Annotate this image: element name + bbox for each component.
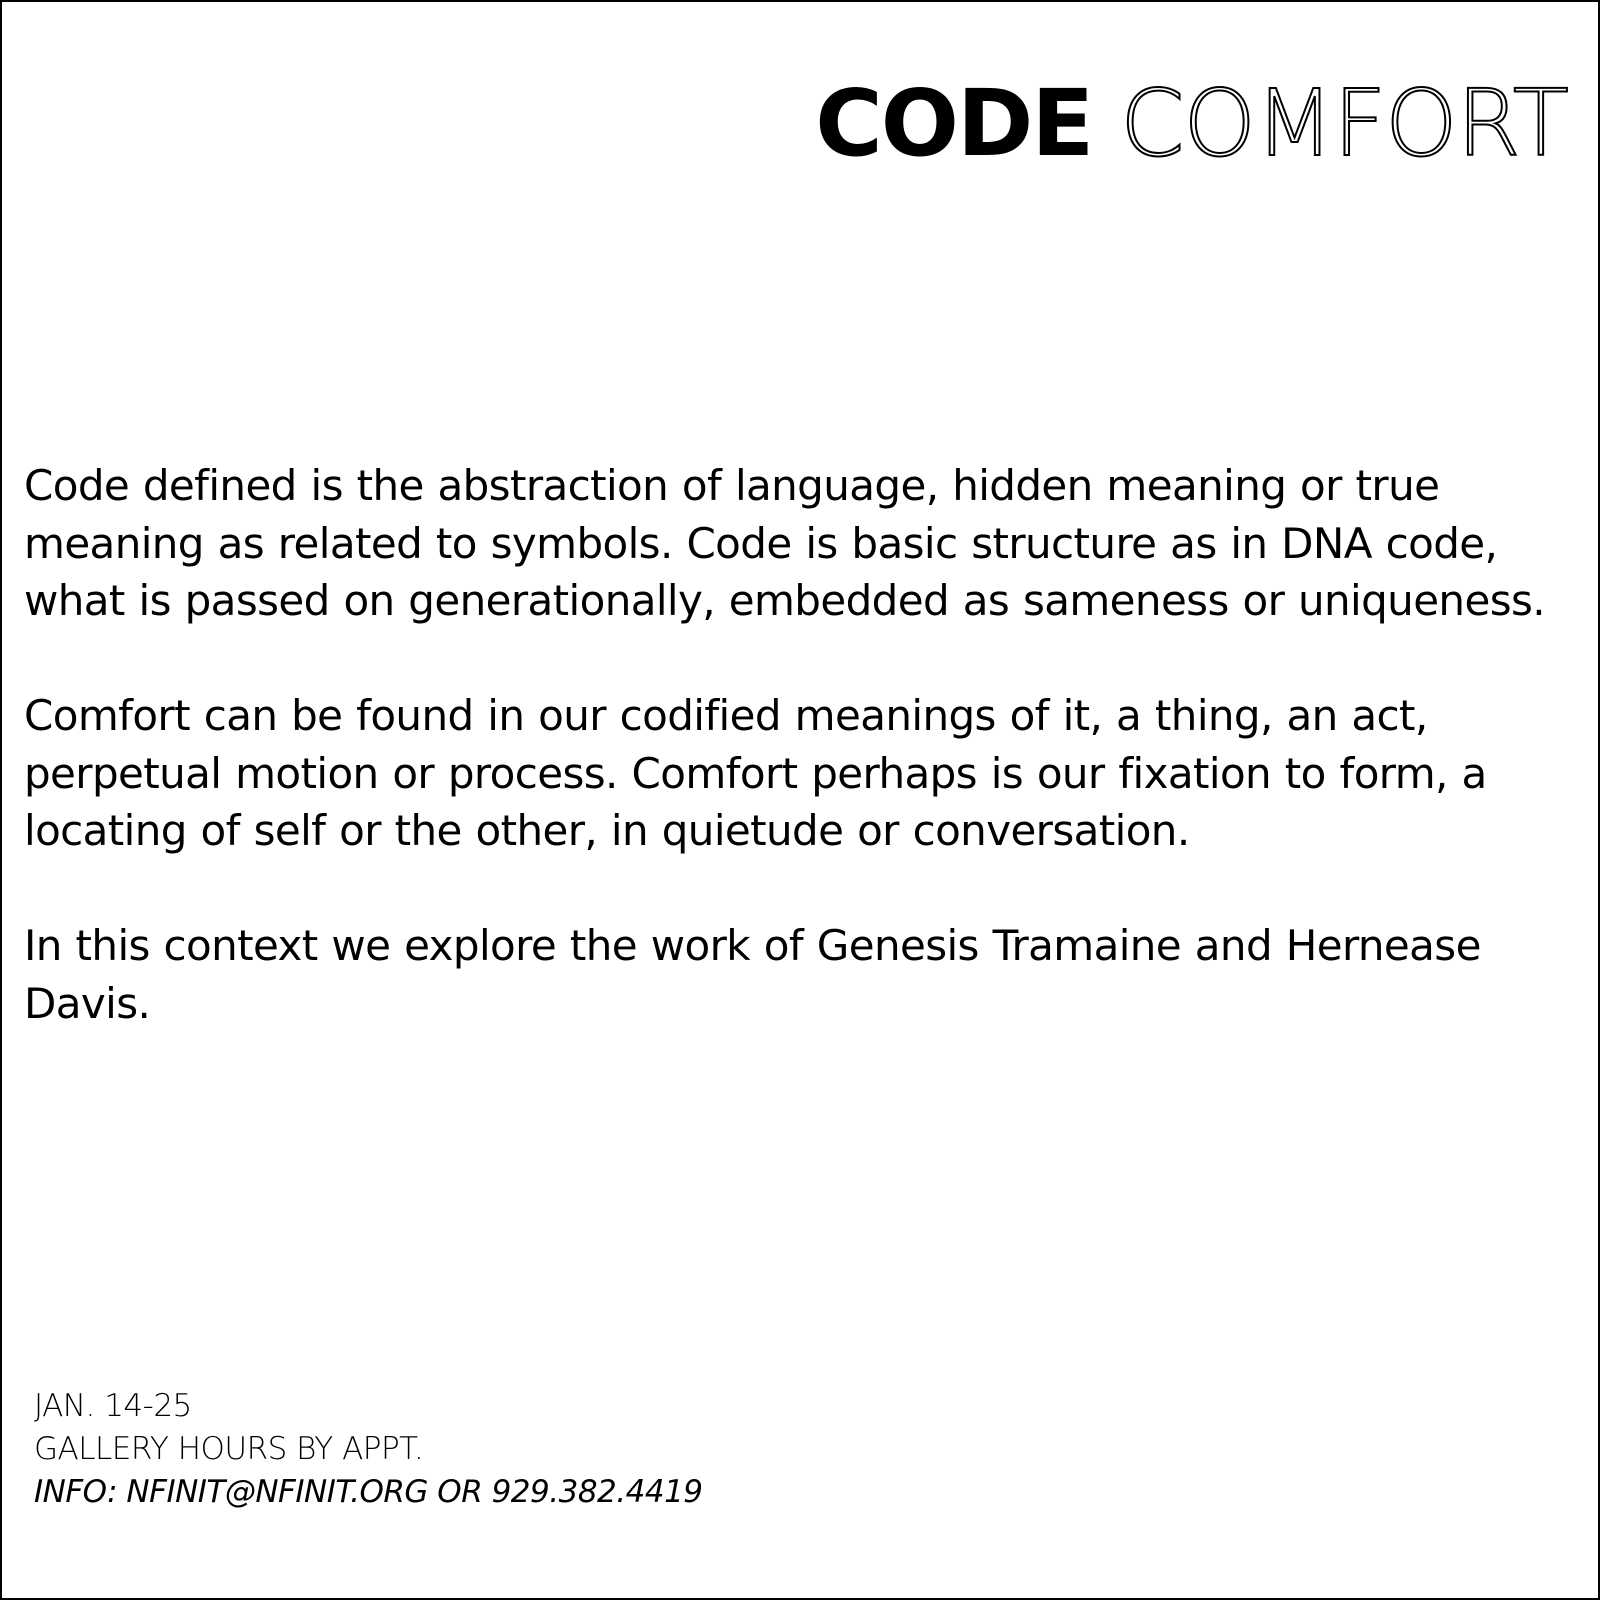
event-info [34,1385,703,1514]
paragraph-code: Code defined is the abstraction of language, hidden meaning or true meaning as related to symbols. Code is basic structure as in DNA code, what is passed on generationally, embedded as sameness or uniqueness. [24,461,1546,625]
gallery-hours: GALLERY HOURS BY APPT. [34,1431,424,1467]
poster-title [815,70,1568,177]
paragraph-comfort: Comfort can be found in our codified meanings of it, a thing, an act, perpetual motion or process. Comfort perhaps is our fixation to form, a locating of self or the other, in quietude or conversation. [24,691,1487,855]
contact-info: INFO: NFINIT@NFINIT.ORG OR 929.382.4419 [34,1474,703,1510]
description [24,457,1584,1090]
paragraph-context: In this context we explore the work of Genesis Tramaine and Hernease Davis. [24,921,1481,1028]
title-light-word: COMFORT [1120,70,1568,177]
event-dates: JAN. 14-25 [34,1388,192,1424]
title-bold-word: CODE [815,70,1093,177]
